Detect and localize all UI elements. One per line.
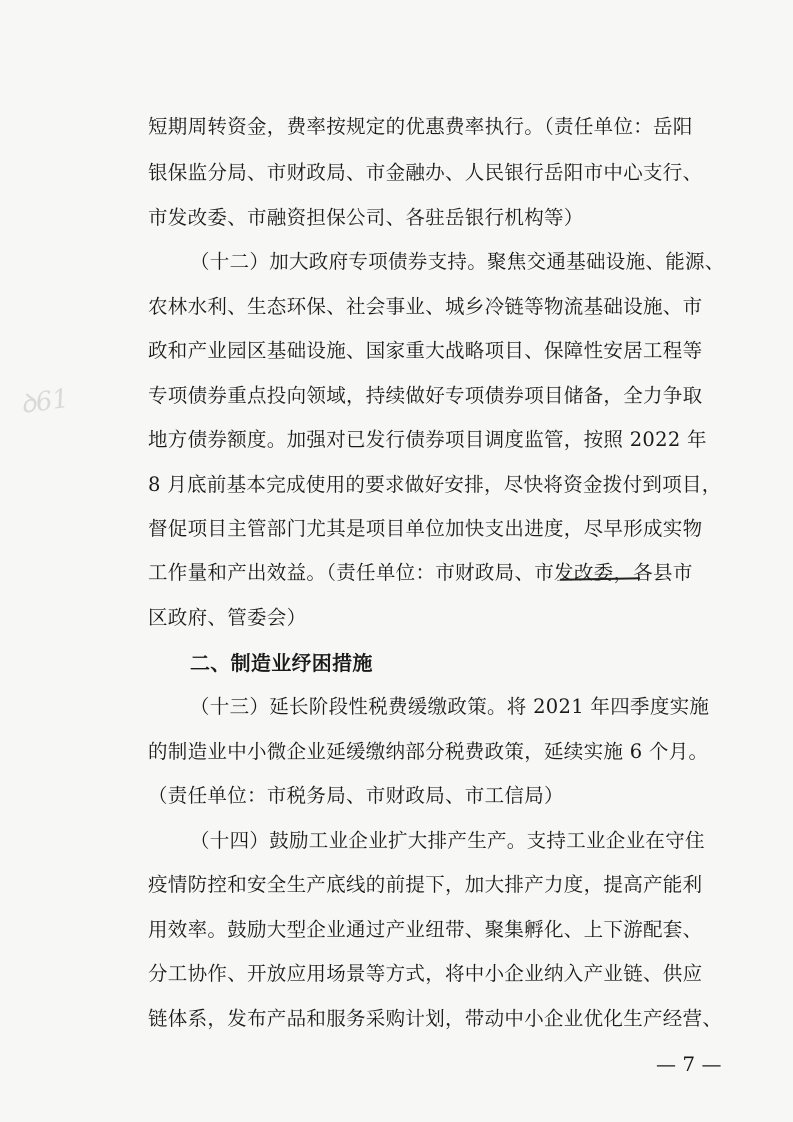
text-line: 8 月底前基本完成使用的要求做好安排，尽快将资金拨付到项目， (148, 473, 722, 496)
text-line: 的制造业中小微企业延缓缴纳部分税费政策，延续实施 6 个月。 (148, 740, 709, 763)
text-line: 市发改委、市融资担保公司、各驻岳银行机构等） (148, 206, 584, 229)
text-line: 区政府、管委会） (148, 606, 307, 629)
text-line: （十四）鼓励工业企业扩大排产生产。支持工业企业在守住 (190, 829, 705, 852)
section-heading: 二、制造业纾困措施 (190, 651, 373, 675)
text-line: 分工协作、开放应用场景等方式，将中小企业纳入产业链、供应 (148, 962, 703, 985)
text-line: 疫情防控和安全生产底线的前提下，加大排产力度，提高产能利 (148, 873, 703, 896)
text-line: 银保监分局、市财政局、市金融办、人民银行岳阳市中心支行、 (148, 161, 703, 184)
text-line: 督促项目主管部门尤其是项目单位加快支出进度，尽早形成实物 (148, 517, 703, 540)
page-number: — 7 — (656, 1052, 722, 1076)
text-line: 地方债券额度。加强对已发行债券项目调度监管，按照 2022 年 (148, 428, 707, 451)
text-line: 链体系，发布产品和服务采购计划，带动中小企业优化生产经营、 (148, 1007, 723, 1030)
text-line: 工作量和产出效益。（责任单位：市财政局、市发改委，各县市 (148, 561, 693, 584)
text-line: （十三）延长阶段性税费缓缴政策。将 2021 年四季度实施 (190, 695, 710, 718)
text-line: 政和产业园区基础设施、国家重大战略项目、保障性安居工程等 (148, 339, 703, 362)
text-line: （十二）加大政府专项债券支持。聚焦交通基础设施、能源、 (190, 250, 725, 273)
text-line: （责任单位：市税务局、市财政局、市工信局） (148, 784, 564, 807)
text-line: 专项债券重点投向领域，持续做好专项债券项目储备，全力争取 (148, 384, 703, 407)
margin-handwriting: ꝺ61 (18, 383, 71, 421)
text-line: 农林水利、生态环保、社会事业、城乡冷链等物流基础设施、市 (148, 295, 703, 318)
text-line: 短期周转资金，费率按规定的优惠费率执行。（责任单位：岳阳 (148, 115, 693, 138)
text-line: 用效率。鼓励大型企业通过产业纽带、聚集孵化、上下游配套、 (148, 918, 703, 941)
